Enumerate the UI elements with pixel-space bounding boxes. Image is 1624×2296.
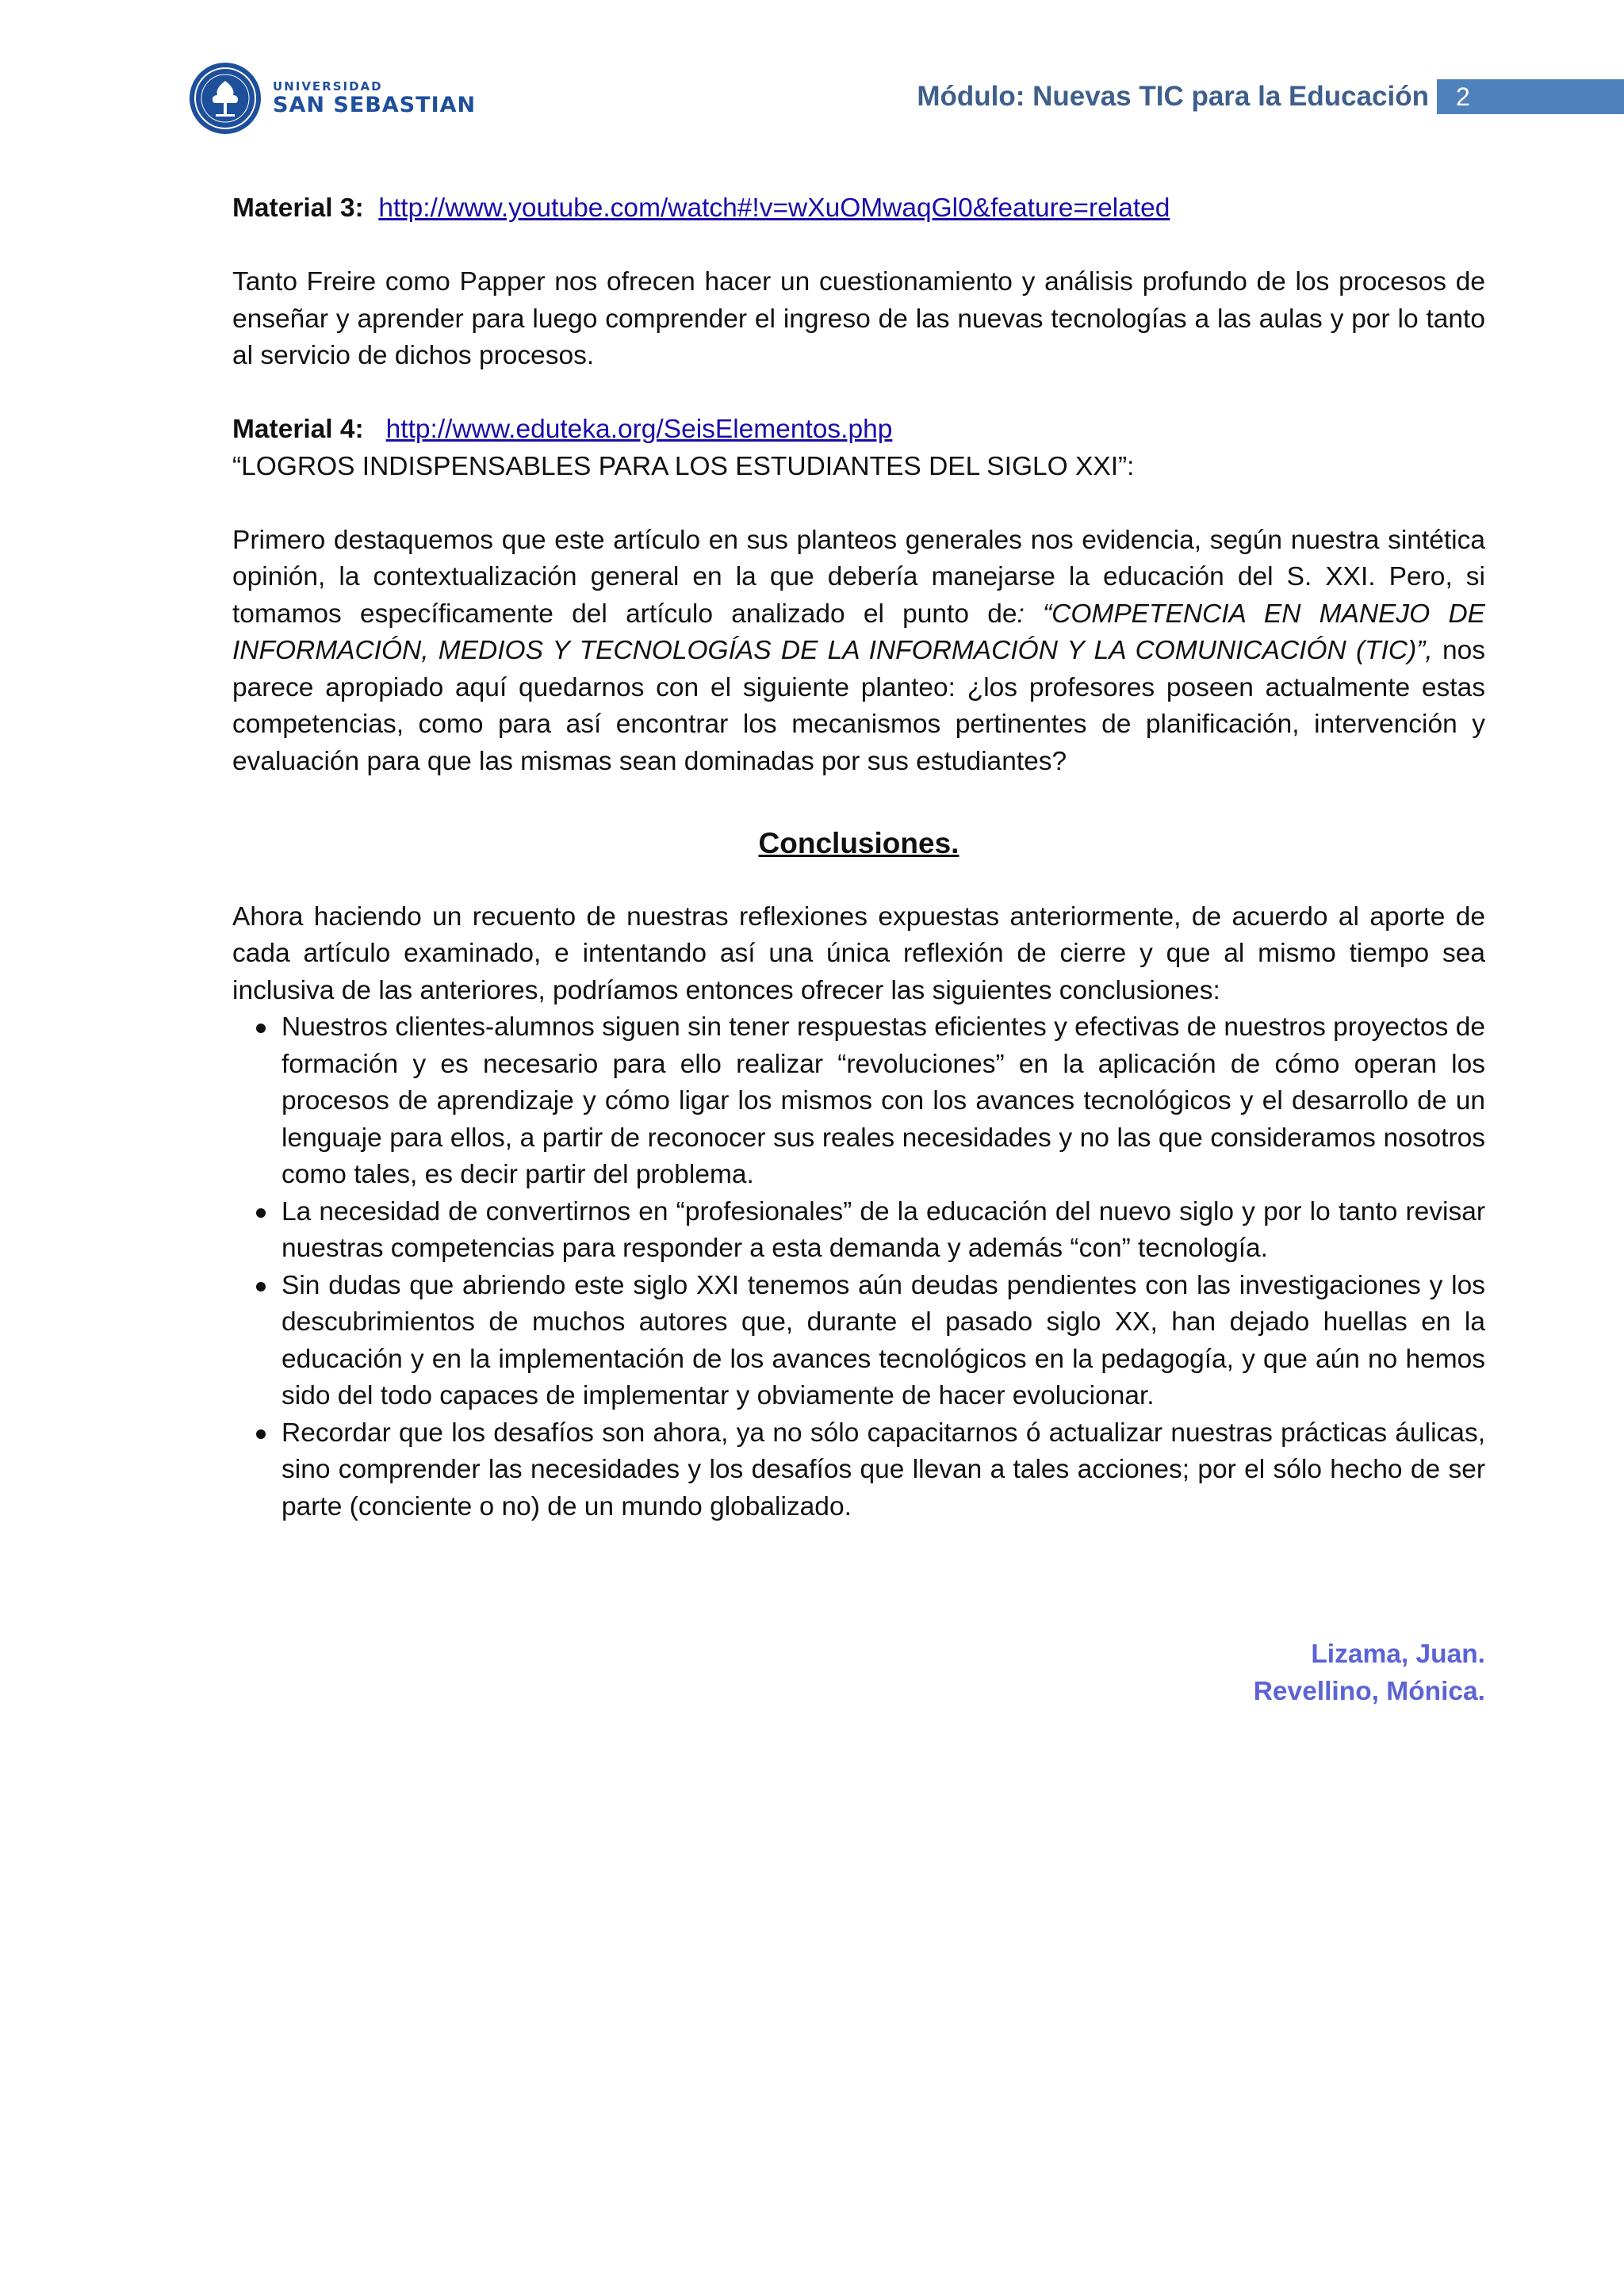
author-name: Lizama, Juan. xyxy=(1311,1640,1485,1669)
logo-line-name: SAN SEBASTIAN xyxy=(273,93,477,117)
list-item: Nuestros clientes-alumnos siguen sin tener respuestas eficientes y efectivas de nuestros proyectos de formación y es necesario para ello realizar “revoluciones” en la aplicación de cómo operan los procesos de aprendizaje y cómo ligar los mismos con los avances tecnológicos y el desarrollo de un lenguaje para ellos, a partir de reconocer sus reales necesidades y no las que consideramos nosotros como tales, es decir partir del problema. xyxy=(232,1009,1485,1194)
paragraph-freire-papper: Tanto Freire como Papper nos ofrecen hacer un cuestionamiento y análisis profundo de los procesos de enseñar y aprender para luego comprender el ingreso de las nuevas tecnologías a las aulas y por lo tanto al servicio de dichos procesos. xyxy=(232,267,1485,370)
module-title: Módulo: Nuevas TIC para la Educación xyxy=(917,81,1429,112)
document-body xyxy=(232,190,1485,1710)
paragraph-competencias-quote: : “COMPETENCIA EN MANEJO DE INFORMACIÓN, MEDIOS Y TECNOLOGÍAS DE LA INFORMACIÓN Y LA COMUNICACIÓN (TIC)”, xyxy=(232,599,1485,665)
material-4-subtitle: “LOGROS INDISPENSABLES PARA LOS ESTUDIANTES DEL SIGLO XXI”: xyxy=(232,451,1135,481)
paragraph-competencias xyxy=(232,522,1485,781)
author-name: Revellino, Mónica. xyxy=(1253,1676,1485,1706)
material-3-link[interactable]: http://www.youtube.com/watch#!v=wXuOMwaqGl0&feature=related xyxy=(378,193,1170,223)
university-seal-icon xyxy=(189,62,262,135)
list-item: La necesidad de convertirnos en “profesionales” de la educación del nuevo siglo y por lo tanto revisar nuestras competencias para responder a esta demanda y además “con” tecnología. xyxy=(232,1194,1485,1268)
material-4-label: Material 4: xyxy=(232,415,364,444)
material-3-line xyxy=(232,190,1485,228)
paragraph-competencias-end: nos parece apropiado aquí quedarnos con el siguiente planteo: ¿los profesores poseen actualmente estas competencias, como para así encontrar los mecanismos pertinentes de planificación, intervención y evaluación para que las mismas sean dominadas por sus estudiantes? xyxy=(232,636,1486,776)
material-4-link[interactable]: http://www.eduteka.org/SeisElementos.php xyxy=(385,415,893,444)
paragraph-competencias-start: Primero destaquemos que este artículo en sus planteos generales nos evidencia, según nuestra sintética opinión, la contextualización general en la que debería manejarse la educación del S. XXI. Pero, si tomamos específicamente del artículo analizado el punto de xyxy=(232,525,1485,629)
university-logo xyxy=(189,62,476,135)
list-item: Recordar que los desafíos son ahora, ya no sólo capacitarnos ó actualizar nuestras prácticas áulicas, sino comprender las necesidades y los desafíos que llevan a tales acciones; por el sólo hecho de ser parte (conciente o no) de un mundo globalizado. xyxy=(232,1415,1485,1526)
material-3-label: Material 3: xyxy=(232,193,364,223)
page-header xyxy=(0,0,1624,159)
list-item: Sin dudas que abriendo este siglo XXI tenemos aún deudas pendientes con las investigaciones y los descubrimientos de muchos autores que, durante el pasado siglo XX, han dejado huellas en la educación y en la implementación de los avances tecnológicos en la pedagogía, y que aún no hemos sido del todo capaces de implementar y obviamente de hacer evolucionar. xyxy=(232,1268,1485,1415)
authors-block xyxy=(232,1636,1485,1710)
conclusions-heading: Conclusiones. xyxy=(758,826,959,859)
conclusions-intro: Ahora haciendo un recuento de nuestras reflexiones expuestas anteriormente, de acuerdo al aporte de cada artículo examinado, e intentando así una única reflexión de cierre y que al mismo tiempo sea inclusiva de las anteriores, podríamos entonces ofrecer las siguientes conclusiones: xyxy=(232,901,1485,1005)
material-4-line xyxy=(232,411,1485,449)
conclusions-list xyxy=(232,1009,1485,1525)
page-number: 2 xyxy=(1456,82,1470,111)
logo-line-university: UNIVERSIDAD xyxy=(273,79,383,94)
page-number-tab xyxy=(1437,79,1624,114)
